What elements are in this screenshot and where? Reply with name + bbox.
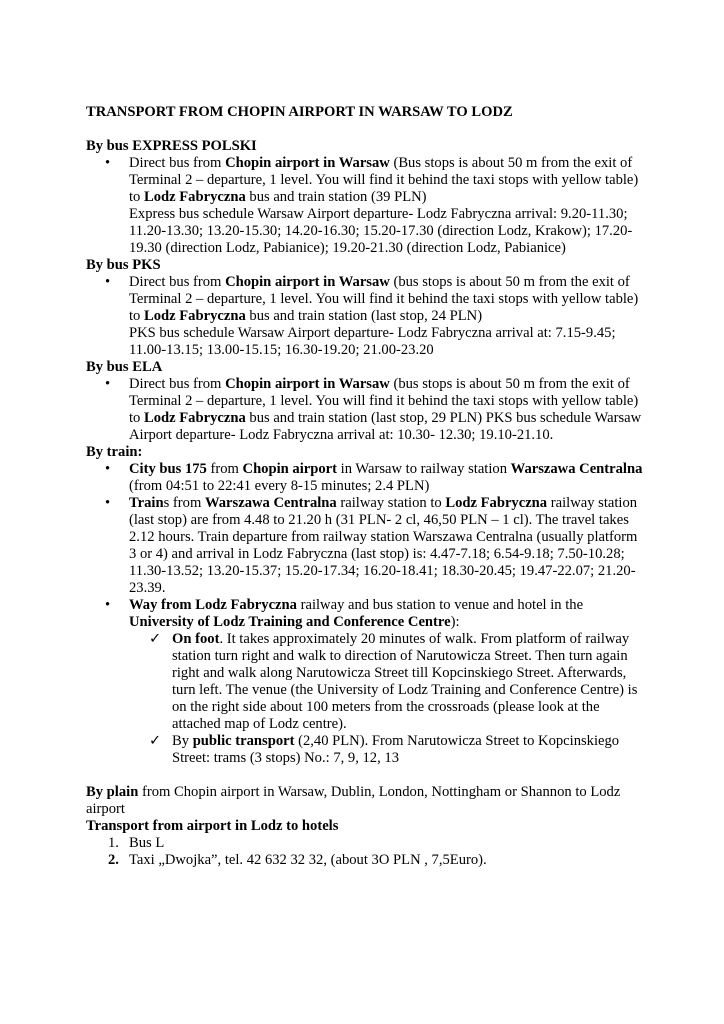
bold-text: Warszawa Centralna <box>510 461 643 477</box>
text: Direct bus from <box>129 274 226 290</box>
text: from <box>206 461 243 477</box>
pks-schedule: PKS bus schedule Warsaw Airport departure- Lodz Fabryczna arrival at: 7.15-9.45; 11.00-13.15; 13.00-15.15; 16.30-19.20; 21.00-23.20 <box>129 325 616 358</box>
ela-list <box>86 376 646 444</box>
express-item <box>86 155 646 257</box>
way-sublist <box>129 631 646 767</box>
spacer <box>86 767 646 784</box>
heading-lodz-airport: Transport from airport in Lodz to hotels <box>86 818 339 834</box>
text: in Warsaw to railway station <box>337 461 511 477</box>
text: from Chopin airport in Warsaw, Dublin, London, Nottingham or Shannon to Lodz airport <box>86 784 621 817</box>
bold-text: Lodz Fabryczna <box>144 308 246 324</box>
text: railway station to <box>336 495 446 511</box>
heading-ela: By bus ELA <box>86 359 163 375</box>
bold-text: Chopin airport in Warsaw <box>225 155 390 171</box>
plane-paragraph <box>86 784 646 818</box>
pks-list <box>86 274 646 359</box>
bold-text: On foot <box>172 631 220 647</box>
bold-text: Chopin airport in Warsaw <box>225 376 390 392</box>
text: (bus stops is about 50 m from the exit of Terminal 2 – departure, 1 level. You will find it behind the taxi stops with yellow table) to <box>129 376 639 426</box>
bold-text: Train <box>129 495 164 511</box>
document-title: TRANSPORT FROM CHOPIN AIRPORT IN WARSAW TO LODZ <box>86 104 513 120</box>
text: . It takes approximately 20 minutes of walk. From platform of railway station turn right and walk to direction of Narutowicza Street. Then turn again right and walk along Narutowicza Street till Kopcinskiego Street. Afterwards, turn left. The venue (the University of Lodz Training and Conference Centre) is on the right side about 100 meters from the crossroads (please look at the attached map of Lodz centre). <box>172 631 638 732</box>
text: bus and train station (last stop, 29 PLN) PKS bus schedule Warsaw Airport departure- Lodz Fabryczna arrival at: 10.30- 12.30; 19.10-21.10. <box>129 410 642 443</box>
bold-text: Lodz Fabryczna <box>445 495 548 511</box>
bold-text: Chopin airport in Warsaw <box>225 274 390 290</box>
text: railway and bus station to venue and hotel in the <box>296 597 584 613</box>
pks-item <box>86 274 646 359</box>
text: (Bus stops is about 50 m from the exit of Terminal 2 – departure, 1 level. You will find it behind the taxi stops with yellow table) to <box>129 155 639 205</box>
train-item-trains <box>86 495 646 597</box>
bold-text: By plain <box>86 784 139 800</box>
check-mark-icon: ✓ <box>149 631 162 647</box>
bold-text: Lodz Fabryczna <box>144 189 246 205</box>
list-item <box>86 852 646 869</box>
document-body <box>86 138 646 869</box>
list-number: 2. <box>108 852 119 868</box>
list-text: Taxi „Dwojka”, tel. 42 632 32 32, (about 3O PLN , 7,5Euro). <box>129 852 487 868</box>
check-mark-icon: ✓ <box>149 733 162 749</box>
bold-text: Warszawa Centralna <box>204 495 337 511</box>
bold-text: Way from Lodz Fabryczna <box>129 597 297 613</box>
text: bus and train station (last stop, 24 PLN) <box>245 308 483 324</box>
heading-train: By train: <box>86 444 143 460</box>
text: s from <box>163 495 205 511</box>
text: Direct bus from <box>129 376 226 392</box>
list-number: 1. <box>108 835 119 851</box>
train-list <box>86 461 646 767</box>
bold-text: Chopin airport <box>242 461 337 477</box>
ela-item <box>86 376 646 444</box>
bold-text: public transport <box>192 733 295 749</box>
list-item <box>86 835 646 852</box>
text: By <box>172 733 193 749</box>
express-list <box>86 155 646 257</box>
sub-item-on-foot <box>129 631 646 733</box>
heading-pks: By bus PKS <box>86 257 161 273</box>
bold-text: University of Lodz Training and Conference Centre <box>129 614 451 630</box>
text: (bus stops is about 50 m from the exit of Terminal 2 – departure, 1 level. You will find it behind the taxi stops with yellow table) to <box>129 274 639 324</box>
bold-text: Lodz Fabryczna <box>144 410 246 426</box>
text: railway station (last stop) are from 4.48 to 21.20 h (31 PLN- 2 cl, 46,50 PLN – 1 cl). The travel takes 2.12 hours. Train departure from railway station Warszawa Centralna (usually platform 3 or 4) and arrival in Lodz Fabryczna (last stop) is: 4.47-7.18; 6.54-9.18; 7.50-10.28; 11.30-13.52; 13.20-15.37; 15.20-17.34; 16.20-18.41; 18.30-20.45; 19.47-22.07; 21.20-23.39. <box>129 495 638 596</box>
text: (from 04:51 to 22:41 every 8-15 minutes; 2.4 PLN) <box>129 478 430 494</box>
text: (2,40 PLN). From Narutowicza Street to Kopcinskiego Street: trams (3 stops) No.: 7, 9, 12, 13 <box>172 733 620 766</box>
text: ): <box>450 614 460 630</box>
heading-express-polski: By bus EXPRESS POLSKI <box>86 138 257 154</box>
train-item-city-bus <box>86 461 646 495</box>
lodz-airport-list <box>86 835 646 869</box>
list-text: Bus L <box>129 835 165 851</box>
express-schedule: Express bus schedule Warsaw Airport departure- Lodz Fabryczna arrival: 9.20-11.30; 11.20-13.30; 13.20-15.30; 14.20-16.30; 15.20-17.30 (direction Lodz, Krakow); 17.20-19.30 (direction Lodz, Pabianice); 19.20-21.30 (direction Lodz, Pabianice) <box>129 206 633 256</box>
text: bus and train station (39 PLN) <box>245 189 427 205</box>
bold-text: City bus 175 <box>129 461 207 477</box>
train-item-way <box>86 597 646 767</box>
text: Direct bus from <box>129 155 226 171</box>
sub-item-public-transport <box>129 733 646 767</box>
